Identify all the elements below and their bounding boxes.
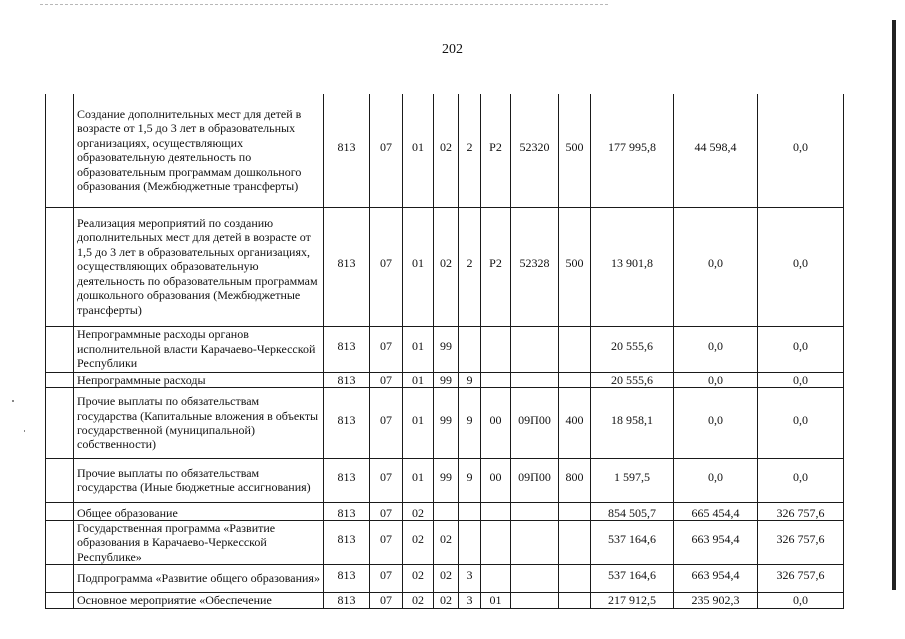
cell-event <box>481 502 511 520</box>
row-name: Государственная программа «Развитие образования в Карачаево-Черкесской Республике» <box>74 520 324 564</box>
cell-event: P2 <box>481 207 511 326</box>
cell-section: 07 <box>370 207 403 326</box>
cell-amount-2: 44 598,4 <box>674 94 758 207</box>
cell-event: 01 <box>481 593 511 608</box>
cell-amount-2: 663 954,4 <box>674 565 758 593</box>
cell-amount-3: 0,0 <box>758 207 844 326</box>
page-number: 202 <box>442 42 463 57</box>
cell-amount-2: 235 902,3 <box>674 593 758 608</box>
cell-prog: 02 <box>434 593 459 608</box>
cell-event: 00 <box>481 387 511 458</box>
cell-amount-2: 663 954,4 <box>674 520 758 564</box>
cell-amount-3: 0,0 <box>758 387 844 458</box>
cell-subprog <box>459 520 481 564</box>
cell-prog: 99 <box>434 458 459 502</box>
row-name: Непрограммные расходы органов исполнительной власти Карачаево-Черкесской Республики <box>74 326 324 372</box>
cell-ministry: 813 <box>324 593 370 608</box>
row-margin-cell <box>46 458 74 502</box>
cell-expense-type <box>559 326 591 372</box>
cell-expense-type <box>559 593 591 608</box>
cell-direction <box>511 520 559 564</box>
cell-section: 07 <box>370 458 403 502</box>
cell-amount-2: 0,0 <box>674 387 758 458</box>
cell-direction <box>511 372 559 387</box>
row-margin-cell <box>46 502 74 520</box>
scan-speck <box>24 430 25 432</box>
cell-subsection: 02 <box>403 565 434 593</box>
row-name: Подпрограмма «Развитие общего образования» <box>74 565 324 593</box>
cell-amount-1: 537 164,6 <box>591 565 674 593</box>
cell-prog: 02 <box>434 207 459 326</box>
cell-amount-2: 665 454,4 <box>674 502 758 520</box>
cell-section: 07 <box>370 326 403 372</box>
cell-direction <box>511 502 559 520</box>
table-row <box>46 94 844 207</box>
cell-subsection: 01 <box>403 372 434 387</box>
table-row <box>46 207 844 326</box>
cell-section: 07 <box>370 94 403 207</box>
cell-expense-type <box>559 372 591 387</box>
scan-speck <box>12 400 14 402</box>
cell-section: 07 <box>370 520 403 564</box>
cell-amount-3: 326 757,6 <box>758 502 844 520</box>
cell-ministry: 813 <box>324 387 370 458</box>
scan-right-edge <box>892 20 896 590</box>
cell-ministry: 813 <box>324 372 370 387</box>
row-name: Основное мероприятие «Обеспечение <box>74 593 324 608</box>
cell-subprog <box>459 502 481 520</box>
cell-subprog: 9 <box>459 387 481 458</box>
cell-amount-1: 18 958,1 <box>591 387 674 458</box>
cell-amount-2: 0,0 <box>674 458 758 502</box>
cell-expense-type <box>559 565 591 593</box>
cell-section: 07 <box>370 387 403 458</box>
row-name: Общее образование <box>74 502 324 520</box>
budget-table <box>45 94 844 609</box>
cell-amount-3: 326 757,6 <box>758 520 844 564</box>
cell-direction <box>511 565 559 593</box>
cell-subsection: 01 <box>403 458 434 502</box>
cell-subsection: 01 <box>403 387 434 458</box>
row-name: Прочие выплаты по обязательствам государства (Капитальные вложения в объекты государственной (муниципальной) собственности) <box>74 387 324 458</box>
cell-direction <box>511 593 559 608</box>
cell-direction: 09П00 <box>511 458 559 502</box>
cell-amount-3: 326 757,6 <box>758 565 844 593</box>
cell-subsection: 01 <box>403 94 434 207</box>
cell-subsection: 02 <box>403 520 434 564</box>
cell-section: 07 <box>370 502 403 520</box>
row-name: Непрограммные расходы <box>74 372 324 387</box>
cell-prog: 99 <box>434 326 459 372</box>
cell-expense-type: 400 <box>559 387 591 458</box>
cell-subsection: 01 <box>403 326 434 372</box>
cell-prog: 02 <box>434 565 459 593</box>
cell-prog: 02 <box>434 94 459 207</box>
row-margin-cell <box>46 593 74 608</box>
cell-amount-1: 854 505,7 <box>591 502 674 520</box>
cell-subprog: 2 <box>459 207 481 326</box>
row-name: Создание дополнительных мест для детей в возрасте от 1,5 до 3 лет в образовательных организациях, осуществляющих образовательную деятельность по образовательным программам дошкольного образования (Межбюджетные трансферты) <box>74 94 324 207</box>
cell-event <box>481 520 511 564</box>
cell-prog: 02 <box>434 520 459 564</box>
cell-amount-1: 1 597,5 <box>591 458 674 502</box>
cell-ministry: 813 <box>324 502 370 520</box>
cell-amount-3: 0,0 <box>758 593 844 608</box>
cell-ministry: 813 <box>324 520 370 564</box>
cell-event: 00 <box>481 458 511 502</box>
cell-subprog: 9 <box>459 458 481 502</box>
cell-prog: 99 <box>434 387 459 458</box>
row-margin-cell <box>46 387 74 458</box>
cell-expense-type: 500 <box>559 207 591 326</box>
row-margin-cell <box>46 326 74 372</box>
cell-expense-type: 800 <box>559 458 591 502</box>
table-row <box>46 565 844 593</box>
cell-ministry: 813 <box>324 326 370 372</box>
cell-amount-1: 13 901,8 <box>591 207 674 326</box>
table-row <box>46 502 844 520</box>
cell-subprog: 3 <box>459 565 481 593</box>
table-row <box>46 387 844 458</box>
row-name: Реализация мероприятий по созданию дополнительных мест для детей в возрасте от 1,5 до 3 лет в образовательных организациях, осуществляющих образовательную деятельность по образовательным программам дошкольного образования (Межбюджетные трансферты) <box>74 207 324 326</box>
cell-amount-1: 217 912,5 <box>591 593 674 608</box>
cell-ministry: 813 <box>324 207 370 326</box>
cell-amount-1: 20 555,6 <box>591 372 674 387</box>
cell-subsection: 01 <box>403 207 434 326</box>
cell-subprog <box>459 326 481 372</box>
table-row <box>46 593 844 608</box>
cell-subprog: 3 <box>459 593 481 608</box>
cell-event <box>481 372 511 387</box>
cell-subsection: 02 <box>403 502 434 520</box>
cell-section: 07 <box>370 593 403 608</box>
cell-amount-1: 20 555,6 <box>591 326 674 372</box>
cell-ministry: 813 <box>324 458 370 502</box>
cell-subprog: 2 <box>459 94 481 207</box>
cell-amount-3: 0,0 <box>758 94 844 207</box>
cell-event <box>481 565 511 593</box>
scan-top-edge <box>40 4 608 6</box>
cell-amount-1: 537 164,6 <box>591 520 674 564</box>
cell-amount-2: 0,0 <box>674 326 758 372</box>
cell-direction: 09П00 <box>511 387 559 458</box>
cell-amount-3: 0,0 <box>758 326 844 372</box>
cell-amount-2: 0,0 <box>674 207 758 326</box>
cell-expense-type <box>559 520 591 564</box>
cell-direction: 52328 <box>511 207 559 326</box>
cell-subprog: 9 <box>459 372 481 387</box>
row-margin-cell <box>46 565 74 593</box>
cell-prog: 99 <box>434 372 459 387</box>
table-row <box>46 520 844 564</box>
table-row <box>46 326 844 372</box>
cell-amount-1: 177 995,8 <box>591 94 674 207</box>
row-name: Прочие выплаты по обязательствам государства (Иные бюджетные ассигнования) <box>74 458 324 502</box>
row-margin-cell <box>46 207 74 326</box>
table-body <box>46 94 844 608</box>
cell-amount-2: 0,0 <box>674 372 758 387</box>
cell-prog <box>434 502 459 520</box>
row-margin-cell <box>46 372 74 387</box>
cell-direction <box>511 326 559 372</box>
cell-expense-type <box>559 502 591 520</box>
row-margin-cell <box>46 94 74 207</box>
cell-event <box>481 326 511 372</box>
row-margin-cell <box>46 520 74 564</box>
cell-amount-3: 0,0 <box>758 372 844 387</box>
table-row <box>46 458 844 502</box>
cell-event: P2 <box>481 94 511 207</box>
cell-ministry: 813 <box>324 565 370 593</box>
cell-section: 07 <box>370 565 403 593</box>
cell-subsection: 02 <box>403 593 434 608</box>
table-row <box>46 372 844 387</box>
cell-direction: 52320 <box>511 94 559 207</box>
cell-expense-type: 500 <box>559 94 591 207</box>
cell-section: 07 <box>370 372 403 387</box>
cell-ministry: 813 <box>324 94 370 207</box>
cell-amount-3: 0,0 <box>758 458 844 502</box>
